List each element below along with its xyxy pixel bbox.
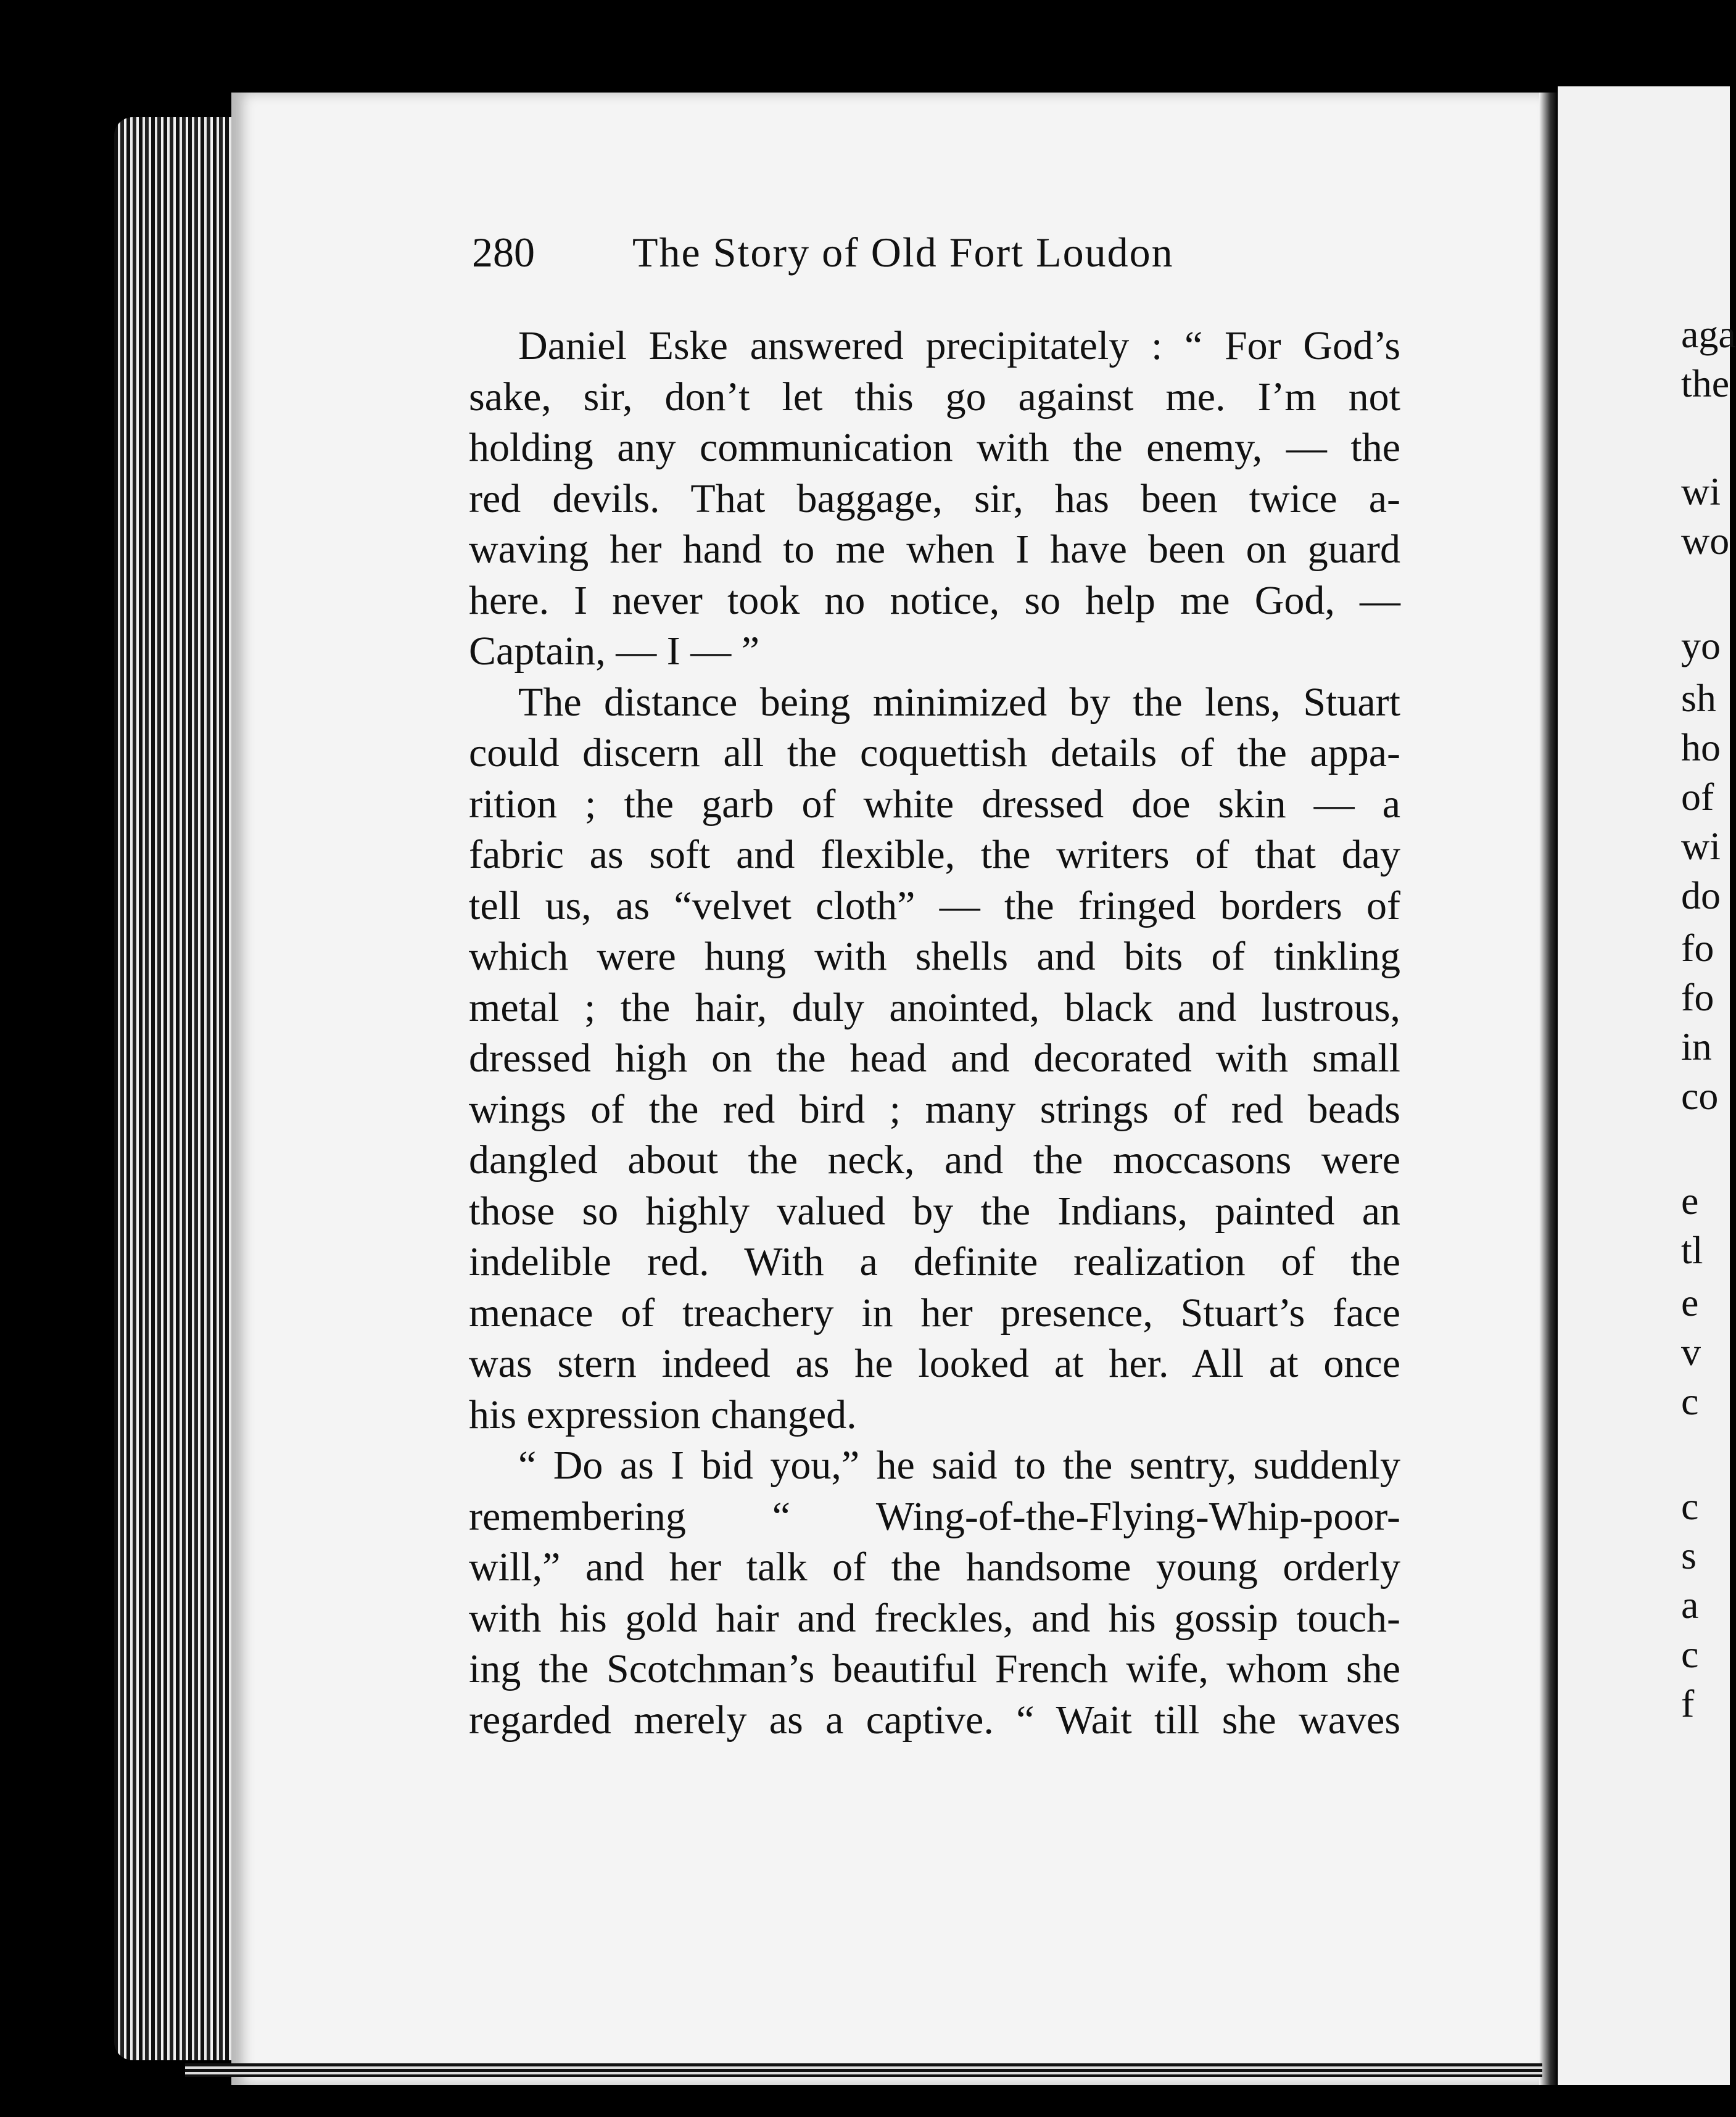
book-gutter bbox=[1539, 93, 1558, 2085]
text-line: regarded merely as a captive. “ Wait till she waves bbox=[469, 1697, 1400, 1743]
text-line: “ Do as I bid you,” he said to the sentry, suddenly bbox=[518, 1443, 1400, 1488]
facing-page-fragment: a bbox=[1681, 1583, 1699, 1627]
facing-page-fragment: wo bbox=[1681, 519, 1730, 563]
text-line: here. I never took no notice, so help me God, — bbox=[469, 577, 1400, 623]
text-line: fabric as soft and flexible, the writers of that day bbox=[469, 832, 1400, 877]
facing-page-fragment: c bbox=[1681, 1632, 1699, 1676]
page-number: 280 bbox=[472, 229, 535, 276]
text-line: ing the Scotchman’s beautiful French wife, whom she bbox=[469, 1646, 1400, 1691]
facing-page-fragment: ho bbox=[1681, 725, 1721, 769]
facing-page-fragment: the bbox=[1681, 361, 1730, 405]
facing-page-fragment: c bbox=[1681, 1484, 1699, 1528]
facing-page-fragment: do bbox=[1681, 873, 1721, 917]
text-line: wings of the red bird ; many strings of red beads bbox=[469, 1086, 1400, 1132]
facing-page-fragment: e bbox=[1681, 1179, 1699, 1223]
facing-page-fragment: in bbox=[1681, 1025, 1712, 1068]
facing-page-fragment: wi bbox=[1681, 824, 1721, 868]
facing-page-fragment: e bbox=[1681, 1281, 1699, 1324]
facing-page-fragment: wi bbox=[1681, 469, 1721, 513]
facing-page-fragment: s bbox=[1681, 1533, 1697, 1577]
text-line: which were hung with shells and bits of tinkling bbox=[469, 934, 1400, 979]
text-line: tell us, as “velvet cloth” — the fringed borders of bbox=[469, 883, 1400, 928]
facing-page-fragment: yo bbox=[1681, 624, 1721, 667]
text-line: those so highly valued by the Indians, painted an bbox=[469, 1188, 1400, 1234]
body-text bbox=[469, 321, 1400, 1746]
facing-page-fragment: v bbox=[1681, 1330, 1701, 1374]
text-line: menace of treachery in her presence, Stuart’s face bbox=[469, 1290, 1400, 1335]
text-line: Daniel Eske answered precipitately : “ For God’s bbox=[518, 323, 1400, 368]
text-line: red devils. That baggage, sir, has been twice a- bbox=[469, 476, 1400, 521]
bottom-page-edges bbox=[185, 2063, 1542, 2077]
text-line: his expression changed. bbox=[469, 1392, 857, 1437]
running-title: The Story of Old Fort Loudon bbox=[632, 229, 1174, 276]
text-line: was stern indeed as he looked at her. All at once bbox=[469, 1341, 1400, 1386]
text-line: rition ; the garb of white dressed doe skin — a bbox=[469, 781, 1400, 827]
text-line: The distance being minimized by the lens, Stuart bbox=[518, 679, 1400, 725]
facing-page-fragment: fo bbox=[1681, 926, 1714, 970]
facing-page-fragment: sh bbox=[1681, 676, 1716, 720]
text-line: remembering “ Wing-of-the-Flying-Whip-poor- bbox=[469, 1493, 1400, 1539]
page-header bbox=[472, 228, 1252, 277]
text-line: metal ; the hair, duly anointed, black and lustrous, bbox=[469, 984, 1400, 1030]
text-line: holding any communication with the enemy, — the bbox=[469, 425, 1400, 470]
facing-page-fragment: f bbox=[1681, 1682, 1695, 1725]
text-line: sake, sir, don’t let this go against me. I’m not bbox=[469, 374, 1400, 419]
page-edges bbox=[114, 117, 238, 2060]
facing-page-fragment: aga bbox=[1681, 312, 1736, 356]
facing-page-fragment: c bbox=[1681, 1379, 1699, 1423]
text-line: could discern all the coquettish details of the appa- bbox=[469, 730, 1400, 775]
text-line: waving her hand to me when I have been on guard bbox=[469, 527, 1400, 572]
facing-page-fragment: co bbox=[1681, 1074, 1719, 1118]
text-line: dangled about the neck, and the moccasons were bbox=[469, 1137, 1400, 1182]
text-line: indelible red. With a definite realization of the bbox=[469, 1239, 1400, 1284]
text-line: dressed high on the head and decorated with small bbox=[469, 1036, 1400, 1081]
facing-page-fragment: fo bbox=[1681, 975, 1714, 1019]
text-line: Captain, — I — ” bbox=[469, 629, 760, 674]
text-line: with his gold hair and freckles, and his gossip touch- bbox=[469, 1595, 1400, 1641]
text-line: will,” and her talk of the handsome young orderly bbox=[469, 1545, 1400, 1590]
facing-page-fragment: tl bbox=[1681, 1228, 1703, 1272]
facing-page-fragment: of bbox=[1681, 775, 1714, 819]
